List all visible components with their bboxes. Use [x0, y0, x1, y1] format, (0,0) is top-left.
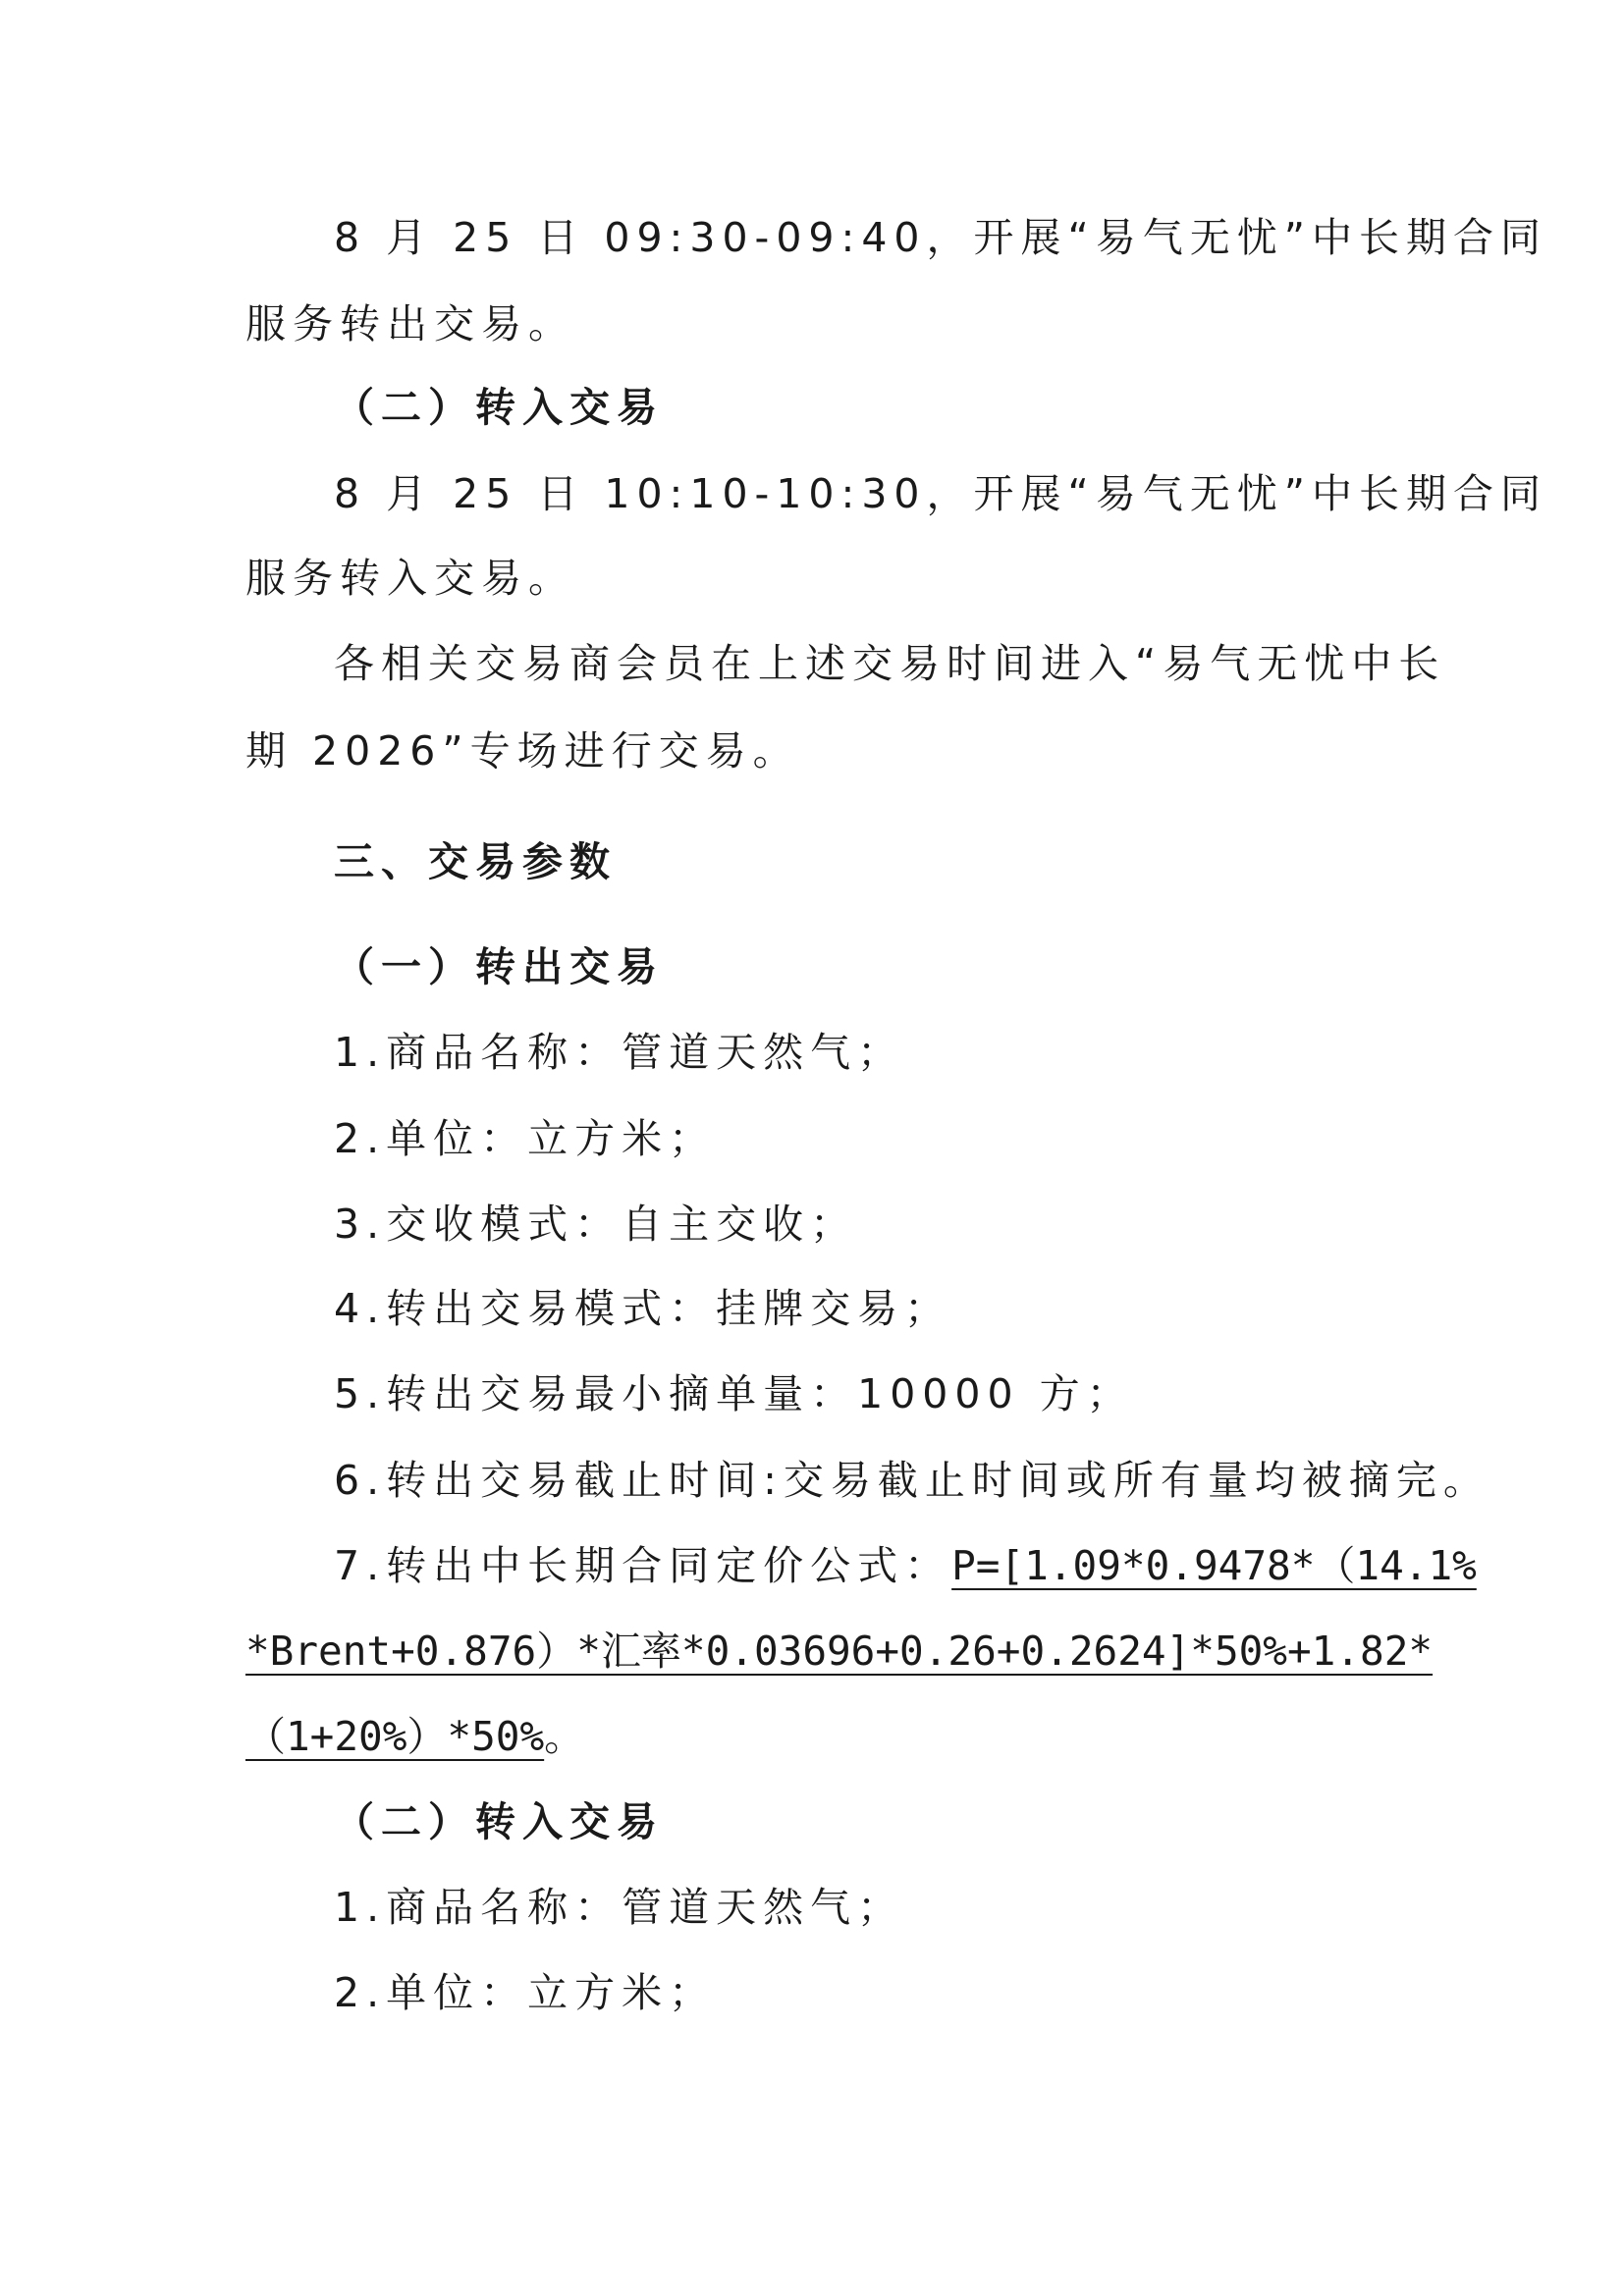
section-heading-1-transfer-out: （一）转出交易 [334, 943, 664, 990]
param-out-1: 1.商品名称：管道天然气； [334, 1029, 905, 1076]
pricing-formula-part-1: P=[1.09*0.9478*（14.1% [951, 1542, 1477, 1589]
param-out-4: 4.转出交易模式：挂牌交易； [334, 1285, 952, 1332]
pricing-formula-line-3 [245, 1707, 591, 1766]
line-5: 服务转入交易。 [245, 555, 575, 602]
param-out-2: 2.单位：立方米； [334, 1115, 717, 1162]
line-7: 期 2026”专场进行交易。 [245, 727, 800, 774]
param-out-7-label: 7.转出中长期合同定价公式： [334, 1542, 952, 1589]
line-1: 8 月 25 日 09:30-09:40，开展“易气无忧”中长期合同 [334, 214, 1547, 261]
param-in-1: 1.商品名称：管道天然气； [334, 1884, 905, 1931]
chapter-heading-3: 三、交易参数 [334, 838, 617, 885]
pricing-formula-part-3: （1+20%）*50% [245, 1713, 545, 1760]
pricing-formula-part-2: *Brent+0.876）*汇率*0.03696+0.26+0.2624]*50%+1.82* [245, 1628, 1434, 1675]
section-heading-2-transfer-in: （二）转入交易 [334, 384, 664, 431]
section-heading-2-transfer-in-params: （二）转入交易 [334, 1798, 664, 1845]
param-out-5: 5.转出交易最小摘单量：10000 方； [334, 1370, 1134, 1417]
param-in-2: 2.单位：立方米； [334, 1969, 717, 2016]
line-4: 8 月 25 日 10:10-10:30，开展“易气无忧”中长期合同 [334, 470, 1547, 517]
line-6: 各相关交易商会员在上述交易时间进入“易气无忧中长 [334, 640, 1446, 687]
param-out-6: 6.转出交易截止时间:交易截止时间或所有量均被摘完。 [334, 1457, 1490, 1504]
param-out-7 [334, 1536, 1477, 1595]
formula-end-punctuation: 。 [544, 1713, 592, 1760]
line-2: 服务转出交易。 [245, 300, 575, 347]
param-out-3: 3.交收模式：自主交收； [334, 1201, 858, 1248]
